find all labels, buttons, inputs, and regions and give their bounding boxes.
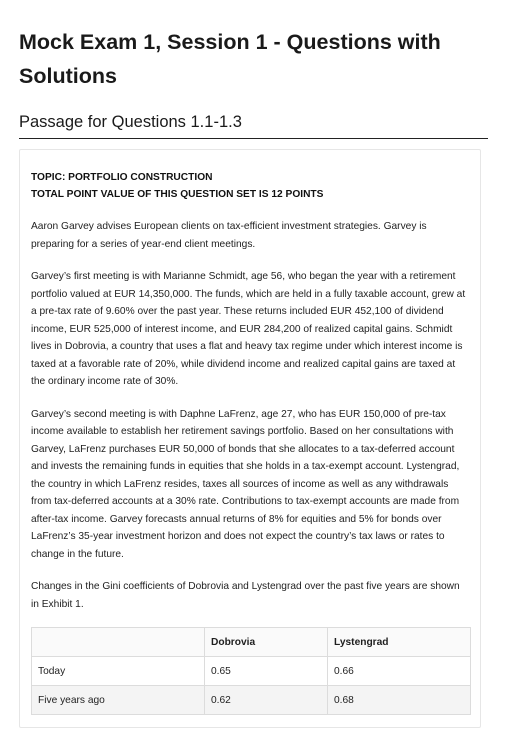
passage-paragraph: Aaron Garvey advises European clients on tax-efficient investment strategies. Garvey is preparing for a series of year-end client meetings. (31, 221, 427, 250)
table-header-cell (32, 628, 205, 657)
passage-paragraph: Changes in the Gini coefficients of Dobrovia and Lystengrad over the past five years are shown in Exhibit 1. (31, 581, 460, 610)
table-cell: Five years ago (32, 686, 205, 715)
table-cell: 0.68 (328, 686, 471, 715)
table-cell: 0.65 (205, 657, 328, 686)
table-cell: Today (32, 657, 205, 686)
table-cell: 0.66 (328, 657, 471, 686)
points-line: TOTAL POINT VALUE OF THIS QUESTION SET IS 12 POINTS (31, 189, 324, 200)
table-cell: 0.62 (205, 686, 328, 715)
table-row (32, 657, 471, 686)
passage-card (19, 149, 481, 728)
passage-paragraph: Garvey’s second meeting is with Daphne LaFrenz, age 27, who has EUR 150,000 of pre-tax income available to establish her retirement savings portfolio. Based on her consultations with Garvey, LaFrenz purchases EUR 50,000 of bonds that she allocates to a tax-deferred account and invests the remaining funds in equities that she holds in a tax-exempt account. Lystengrad, the country in which LaFrenz resides, taxes all sources of income as well as any withdrawals from tax-deferred accounts at a 30% rate. Contributions to tax-exempt accounts are made from after-tax income. Garvey forecasts annual returns of 8% for equities and 5% for bonds over LaFrenz’s 35-year investment horizon and does not expect the country’s tax laws or rates to change in the future. (31, 408, 460, 560)
exhibit-table (31, 627, 471, 715)
page-title: Mock Exam 1, Session 1 - Questions with Solutions (19, 30, 441, 88)
topic-line: TOPIC: PORTFOLIO CONSTRUCTION (31, 172, 213, 183)
table-header-cell: Lystengrad (328, 628, 471, 657)
table-row (32, 686, 471, 715)
section-heading: Passage for Questions 1.1-1.3 (19, 112, 488, 139)
passage-paragraph: Garvey’s first meeting is with Marianne Schmidt, age 56, who began the year with a retirement portfolio valued at EUR 14,350,000. The funds, which are held in a fully taxable account, grew at a pre-tax rate of 9.60% over the past year. These returns included EUR 452,100 of dividend income, EUR 525,000 of interest income, and EUR 284,200 of realized capital gains. Schmidt lives in Dobrovia, a country that uses a flat and heavy tax regime under which interest income is taxed at a favorable rate of 20%, while dividend income and realized capital gains are taxed at the ordinary income rate of 30%. (31, 271, 466, 387)
table-header-cell: Dobrovia (205, 628, 328, 657)
table-header-row (32, 628, 471, 657)
